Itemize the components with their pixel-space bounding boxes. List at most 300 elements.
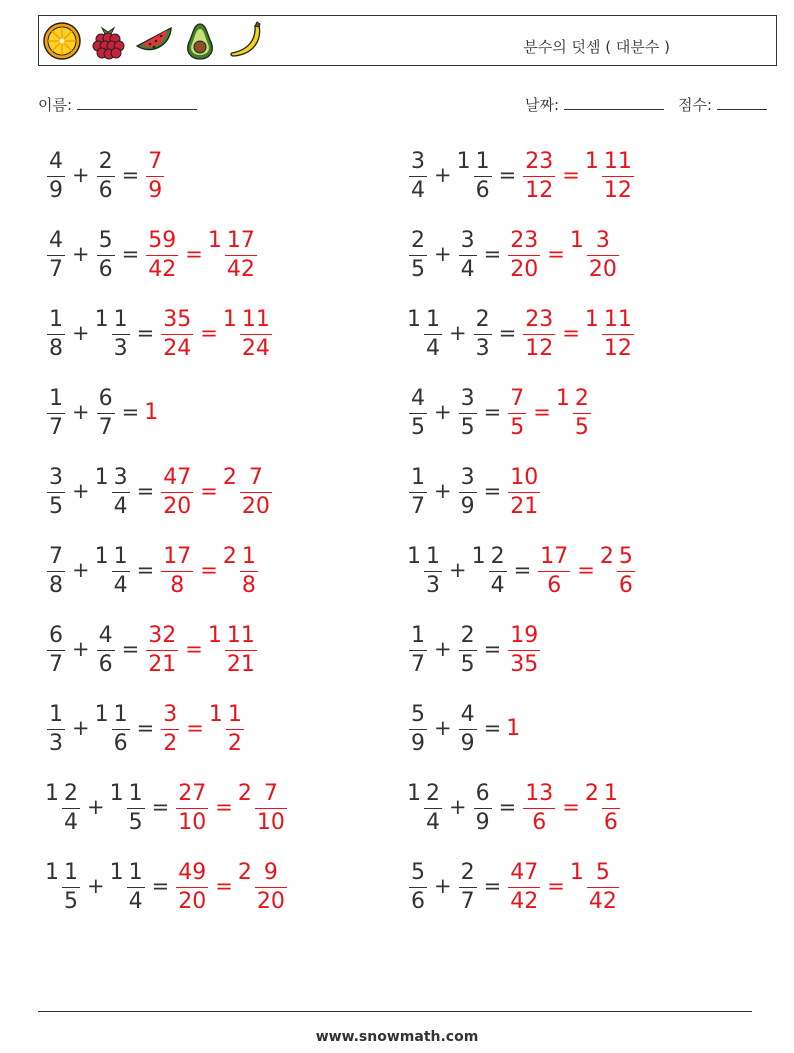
numerator: 4 [49,227,63,253]
plus-sign: + [449,795,467,819]
numerator: 2 [460,859,475,885]
denominator: 6 [411,888,425,914]
fraction [409,859,427,914]
whole-number: 1 [207,622,222,648]
plus-sign: + [72,163,90,187]
denominator: 6 [547,572,562,598]
fraction-bar [409,887,427,888]
denominator: 20 [163,493,192,519]
answer-improper [521,149,557,202]
fraction [508,859,540,914]
fraction [424,543,442,598]
fraction [47,148,65,203]
numerator: 1 [128,859,143,885]
equals-sign: = [121,637,140,661]
denominator: 5 [64,888,78,914]
numerator: 27 [178,780,207,806]
fraction [112,464,130,519]
equals-sign: = [136,716,155,740]
score-label: 점수: [678,96,713,114]
fraction-bar [146,176,164,177]
fraction [240,464,272,519]
denominator: 4 [426,335,440,361]
answer [159,544,260,597]
addend-a [45,386,67,439]
fraction [474,148,492,203]
fraction [62,859,80,914]
fraction [508,622,540,677]
whole-number: 1 [45,780,59,806]
numerator: 5 [98,227,113,253]
addend-a [407,228,429,281]
equals-sign: = [200,321,218,345]
denominator: 5 [411,414,425,440]
whole-number: 1 [555,385,570,411]
fraction [409,227,427,282]
fraction-bar [127,887,145,888]
equals-sign: = [533,400,551,424]
numerator: 47 [510,859,539,885]
denominator: 5 [460,414,475,440]
denominator: 6 [98,256,113,282]
whole-number: 1 [407,306,421,332]
problem-row [45,777,289,837]
numerator: 6 [475,780,490,806]
whole-number: 1 [94,543,109,569]
denominator: 7 [49,651,63,677]
fraction [587,859,619,914]
equals-sign: = [136,321,155,345]
answer-improper [521,307,557,360]
equals-sign: = [562,163,580,187]
equals-sign: = [483,637,502,661]
whole-number: 2 [237,780,252,806]
numerator: 49 [178,859,207,885]
fraction-bar [538,571,570,572]
denominator: 5 [510,414,525,440]
whole-number: 1 [569,227,584,253]
fraction-bar [240,571,258,572]
answer-improper [506,228,542,281]
fraction [459,859,477,914]
denominator: 4 [113,493,128,519]
fraction-bar [474,334,492,335]
problem-row [45,540,260,600]
fraction [225,227,257,282]
fraction-bar [47,334,65,335]
fraction [587,227,619,282]
numerator: 11 [603,148,632,174]
numerator: 1 [113,701,128,727]
denominator: 3 [113,335,128,361]
denominator: 20 [588,256,617,282]
denominator: 4 [64,809,78,835]
problem-row [45,303,274,363]
banana-icon [226,20,266,62]
denominator: 7 [460,888,475,914]
denominator: 5 [460,651,475,677]
denominator: 7 [98,414,113,440]
worksheet-title: 분수의 덧셈 ( 대분수 ) [523,38,670,56]
fraction-bar [523,176,555,177]
answer-improper [506,623,542,676]
denominator: 12 [525,177,554,203]
whole-number: 1 [109,859,124,885]
denominator: 8 [241,572,256,598]
answer [159,465,274,518]
equals-sign: = [498,795,517,819]
equals-sign: = [200,558,218,582]
fraction-bar [409,729,427,730]
fraction-bar [47,255,65,256]
denominator: 24 [163,335,192,361]
equals-sign: = [136,558,155,582]
numerator: 2 [490,543,505,569]
numerator: 3 [595,227,610,253]
fraction [112,701,130,756]
fraction-bar [508,255,540,256]
addend-b [95,386,117,439]
fraction [424,780,442,835]
numerator: 1 [128,780,143,806]
fraction [97,227,115,282]
denominator: 6 [618,572,633,598]
answer-improper [521,781,557,834]
denominator: 6 [475,177,490,203]
numerator: 2 [411,227,425,253]
numerator: 4 [460,701,475,727]
denominator: 20 [256,888,285,914]
numerator: 3 [49,464,63,490]
fraction-bar [47,729,65,730]
numerator: 23 [525,306,554,332]
fraction-bar [225,255,257,256]
equals-sign: = [483,716,502,740]
addend-a [45,307,67,360]
numerator: 1 [113,543,128,569]
denominator: 42 [226,256,255,282]
addend-b [457,702,479,755]
addend-b [95,465,132,518]
plus-sign: + [434,716,452,740]
problem-row [407,619,542,679]
answer [506,228,621,281]
numerator: 1 [49,306,63,332]
addend-a [407,702,429,755]
answer-improper [144,623,180,676]
addend-b [457,386,479,439]
addend-a [407,623,429,676]
fraction-bar [508,413,526,414]
denominator: 6 [113,730,128,756]
fraction-bar [112,492,130,493]
equals-sign: = [483,479,502,503]
answer [506,386,593,439]
numerator: 47 [163,464,192,490]
numerator: 23 [510,227,539,253]
whole-number: 1 [109,780,124,806]
fraction-bar [47,176,65,177]
problem-row [45,619,259,679]
numerator: 4 [411,385,425,411]
plus-sign: + [449,558,467,582]
fraction-bar [459,729,477,730]
fraction-bar [176,808,208,809]
answer-mixed [208,228,259,281]
answer-mixed [600,544,637,597]
fraction [176,859,208,914]
addend-a [45,149,67,202]
equals-sign: = [121,400,140,424]
equals-sign: = [121,242,140,266]
plus-sign: + [434,874,452,898]
answer [144,228,259,281]
denominator: 8 [170,572,185,598]
footer-divider [38,1011,752,1012]
fraction [523,306,555,361]
watermelon-icon [134,20,174,62]
score-field [678,94,767,115]
answer [536,544,637,597]
denominator: 9 [148,177,163,203]
fraction-bar [97,413,115,414]
numerator: 1 [113,306,128,332]
raspberry-icon [88,20,128,62]
fraction [459,622,477,677]
fraction-bar [47,650,65,651]
addend-a [45,228,67,281]
denominator: 9 [475,809,490,835]
problem-row [407,145,636,205]
numerator: 2 [98,148,113,174]
fraction-bar [97,176,115,177]
fraction-bar [459,255,477,256]
answer-improper [174,860,210,913]
equals-sign: = [513,558,532,582]
numerator: 11 [241,306,270,332]
fraction-bar [112,334,130,335]
problem-row [407,303,636,363]
fraction [127,780,145,835]
numerator: 1 [475,148,490,174]
fraction-bar [409,650,427,651]
fraction [62,780,80,835]
answer-improper [144,149,166,202]
answer-mixed [238,781,289,834]
addend-a [407,386,429,439]
fraction [617,543,635,598]
equals-sign: = [121,163,140,187]
date-blank[interactable] [564,95,664,110]
whole-number: 1 [506,715,521,741]
fraction [240,306,272,361]
fraction-bar [409,176,427,177]
fraction [97,385,115,440]
addend-a [45,702,67,755]
answer [144,623,259,676]
fraction-bar [225,650,257,651]
numerator: 1 [241,543,256,569]
fraction-bar [240,492,272,493]
denominator: 2 [227,730,242,756]
fraction [459,701,477,756]
fraction [146,622,178,677]
equals-sign: = [136,479,155,503]
fraction-bar [602,808,620,809]
fraction-bar [161,729,179,730]
addend-a [45,860,82,913]
whole-number: 1 [144,399,159,425]
fraction [523,780,555,835]
fraction-bar [47,413,65,414]
denominator: 9 [460,730,475,756]
equals-sign: = [200,479,218,503]
denominator: 10 [178,809,207,835]
whole-number: 1 [456,148,471,174]
addend-b [95,228,117,281]
denominator: 21 [510,493,539,519]
numerator: 17 [226,227,255,253]
equals-sign: = [498,321,517,345]
fraction [97,622,115,677]
equals-sign: = [547,242,565,266]
fraction [523,148,555,203]
plus-sign: + [72,400,90,424]
equals-sign: = [577,558,595,582]
addend-b [472,544,509,597]
answer-mixed [570,860,621,913]
equals-sign: = [186,716,204,740]
addend-b [110,781,147,834]
answer-mixed [223,544,260,597]
whole-number: 1 [94,306,109,332]
fraction-bar [161,334,193,335]
problem-row [407,777,622,837]
answer [144,400,159,425]
numerator: 10 [510,464,539,490]
plus-sign: + [87,795,105,819]
name-blank[interactable] [77,95,197,110]
denominator: 6 [603,809,618,835]
denominator: 5 [411,256,425,282]
fraction-bar [226,729,244,730]
numerator: 3 [411,148,425,174]
denominator: 7 [49,414,63,440]
problem-row [45,224,259,284]
answer-improper [159,307,195,360]
addend-a [407,149,429,202]
fraction-bar [459,492,477,493]
denominator: 12 [603,177,632,203]
fraction-bar [146,255,178,256]
addend-a [407,781,444,834]
equals-sign: = [562,795,580,819]
whole-number: 1 [94,464,109,490]
denominator: 3 [49,730,63,756]
fraction [459,227,477,282]
numerator: 1 [426,306,440,332]
addend-b [95,149,117,202]
fraction [225,622,257,677]
fraction-bar [424,571,442,572]
denominator: 20 [178,888,207,914]
answer-mixed [223,307,274,360]
denominator: 2 [163,730,178,756]
denominator: 5 [128,809,143,835]
numerator: 3 [460,385,475,411]
fraction-bar [255,887,287,888]
numerator: 3 [460,464,475,490]
denominator: 5 [49,493,63,519]
fraction-bar [62,808,80,809]
equals-sign: = [483,242,502,266]
numerator: 4 [49,148,63,174]
numerator: 3 [113,464,128,490]
answer-improper [506,860,542,913]
equals-sign: = [215,795,233,819]
numerator: 7 [148,148,163,174]
addend-b [457,465,479,518]
denominator: 4 [113,572,128,598]
plus-sign: + [72,716,90,740]
fraction [47,543,65,598]
numerator: 19 [510,622,539,648]
fraction [161,464,193,519]
answer-improper [144,228,180,281]
fraction-bar [508,492,540,493]
answer [506,623,542,676]
denominator: 10 [256,809,285,835]
fraction-bar [523,334,555,335]
equals-sign: = [185,242,203,266]
whole-number: 1 [45,859,59,885]
fraction-bar [62,887,80,888]
addend-b [95,544,132,597]
fraction [112,543,130,598]
numerator: 1 [603,780,618,806]
denominator: 4 [411,177,425,203]
denominator: 21 [148,651,177,677]
fraction [240,543,258,598]
equals-sign: = [483,874,502,898]
answer-improper [159,544,195,597]
denominator: 7 [411,651,425,677]
plus-sign: + [72,479,90,503]
denominator: 6 [98,651,113,677]
denominator: 20 [241,493,270,519]
whole-number: 1 [222,306,237,332]
answer-improper [536,544,572,597]
addend-b [95,623,117,676]
addend-b [110,860,147,913]
fraction [47,227,65,282]
numerator: 3 [460,227,475,253]
numerator: 6 [49,622,63,648]
fraction-bar [176,887,208,888]
fraction [474,306,492,361]
numerator: 1 [411,622,425,648]
fraction [47,306,65,361]
numerator: 1 [49,701,63,727]
answer [174,860,289,913]
answer-mixed [585,149,636,202]
fraction [47,464,65,519]
score-blank[interactable] [717,95,767,110]
answer-improper [506,386,528,439]
avocado-icon [180,20,220,62]
denominator: 21 [226,651,255,677]
answer [506,465,542,518]
